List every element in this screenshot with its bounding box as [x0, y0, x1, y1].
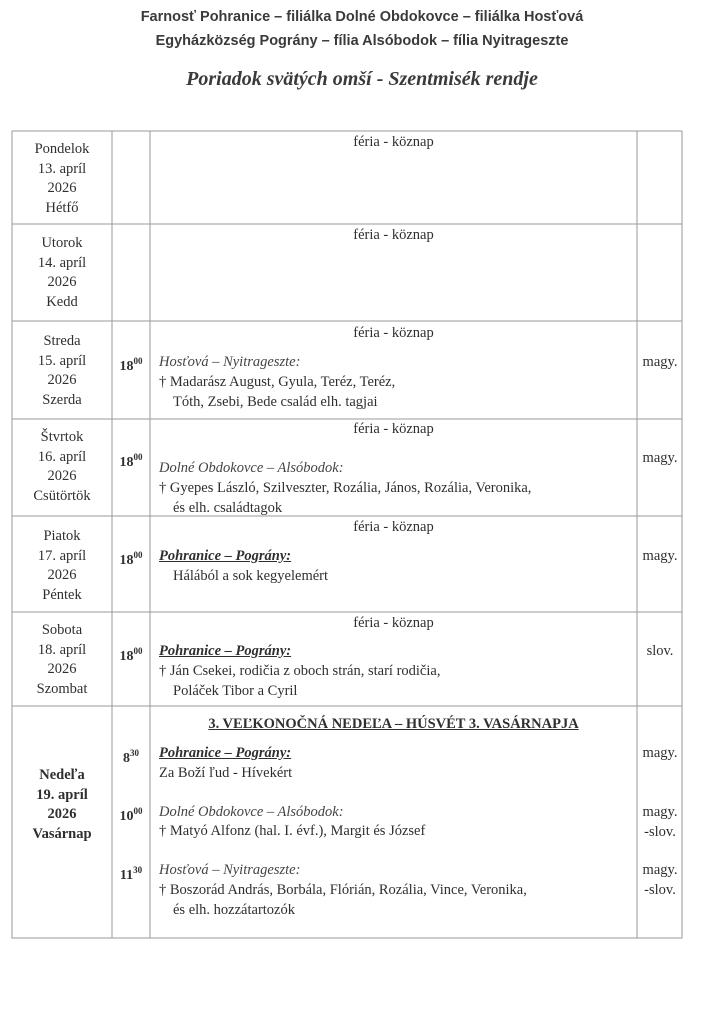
- day-date: 19. apríl: [36, 786, 88, 803]
- intention-line: és elh. hozzátartozók: [173, 901, 295, 918]
- mass-language: magy.: [642, 450, 678, 466]
- mass-intention: [159, 662, 634, 701]
- mass-time-minutes: 00: [133, 452, 143, 462]
- day-cell-tuesday: [12, 234, 112, 312]
- language-line: magy.: [642, 804, 678, 820]
- language-line: -slov.: [644, 823, 676, 840]
- day-year: 2026: [47, 468, 77, 484]
- day-year: 2026: [47, 372, 77, 388]
- day-name: Štvrtok: [40, 429, 84, 445]
- day-name-hu: Szombat: [36, 680, 88, 697]
- day-name: Sobota: [41, 622, 83, 638]
- mass-time: [113, 861, 149, 886]
- mass-time: [113, 642, 149, 667]
- day-cell-saturday: [12, 621, 112, 699]
- intention-line: † Boszorád András, Borbála, Flórián, Rozália, Vince, Veronika,: [159, 882, 527, 898]
- day-name-hu: Péntek: [42, 586, 82, 603]
- day-name: Nedeľa: [39, 767, 85, 783]
- day-year: 2026: [47, 806, 77, 822]
- mass-language: magy.: [642, 548, 678, 564]
- mass-language: magy.: [642, 745, 678, 761]
- feast-label: féria - köznap: [353, 227, 434, 243]
- mass-intention: [159, 373, 634, 412]
- mass-time-hour: 18: [119, 649, 134, 664]
- mass-language: [638, 803, 682, 842]
- mass-time: [113, 546, 149, 571]
- mass-language: slov.: [646, 643, 674, 659]
- day-date: 15. apríl: [37, 352, 87, 369]
- intention-line: † Gyepes László, Szilveszter, Rozália, János, Rozália, Veronika,: [159, 480, 532, 496]
- mass-time-minutes: 30: [133, 865, 143, 875]
- mass-language: [638, 861, 682, 900]
- mass-time-hour: 18: [119, 455, 134, 470]
- mass-time-hour: 10: [119, 809, 134, 824]
- feast-label: féria - köznap: [353, 615, 434, 631]
- day-date: 18. apríl: [37, 641, 87, 658]
- mass-time: [113, 352, 149, 377]
- day-name-hu: Hétfő: [45, 199, 79, 216]
- intention-line: † Madarász August, Gyula, Teréz, Teréz,: [159, 374, 396, 390]
- mass-intention: [159, 567, 634, 587]
- mass-time: [113, 448, 149, 473]
- day-date: 13. apríl: [37, 160, 87, 177]
- mass-time: [113, 744, 149, 769]
- intention-line: † Ján Csekei, rodičia z oboch strán, starí rodičia,: [159, 663, 441, 679]
- mass-location: Hosťová – Nyitrageszte:: [159, 862, 301, 878]
- mass-location: Pohranice – Pográny:: [159, 745, 292, 761]
- feast-label: féria - köznap: [353, 519, 434, 535]
- mass-location: Dolné Obdokovce – Alsóbodok:: [159, 804, 344, 820]
- day-name: Streda: [43, 333, 81, 349]
- feast-label: féria - köznap: [353, 421, 434, 437]
- day-year: 2026: [47, 180, 77, 196]
- language-line: -slov.: [644, 881, 676, 898]
- mass-intention: [159, 479, 634, 518]
- mass-intention: Za Boží ľud - Hívekért: [159, 765, 293, 781]
- day-cell-wednesday: [12, 332, 112, 410]
- day-date: 16. apríl: [37, 448, 87, 465]
- mass-intention: [159, 881, 634, 920]
- day-name-hu: Szerda: [42, 391, 82, 408]
- day-year: 2026: [47, 567, 77, 583]
- sunday-feast-title: 3. VEĽKONOČNÁ NEDEĽA – HÚSVÉT 3. VASÁRNAPJA: [208, 716, 579, 732]
- day-name: Utorok: [41, 235, 83, 251]
- mass-time-minutes: 30: [130, 748, 139, 758]
- day-date: 14. apríl: [37, 254, 87, 271]
- intention-line: és elh. családtagok: [173, 499, 283, 516]
- parish-header-line-1: Farnosť Pohranice – filiálka Dolné Obdokovce – filiálka Hosťová: [140, 9, 584, 25]
- mass-intention: † Matyó Alfonz (hal. I. évf.), Margit és József: [159, 823, 426, 839]
- mass-location: Hosťová – Nyitrageszte:: [159, 354, 301, 370]
- page-title: Poriadok svätých omší - Szentmisék rendje: [186, 68, 538, 90]
- feast-label: féria - köznap: [353, 325, 434, 341]
- intention-line: Hálából a sok kegyelemért: [173, 568, 329, 584]
- mass-time-minutes: 00: [133, 646, 143, 656]
- mass-location: Dolné Obdokovce – Alsóbodok:: [159, 460, 344, 476]
- day-name-hu: Csütörtök: [33, 487, 91, 504]
- mass-time-hour: 8: [123, 751, 130, 766]
- day-year: 2026: [47, 274, 77, 290]
- day-cell-monday: [12, 140, 112, 218]
- day-date: 17. apríl: [37, 547, 87, 564]
- mass-time-hour: 18: [119, 359, 134, 374]
- language-line: magy.: [642, 862, 678, 878]
- day-name: Pondelok: [34, 141, 90, 157]
- day-name: Piatok: [43, 528, 81, 544]
- day-cell-friday: [12, 527, 112, 605]
- intention-line: Poláček Tibor a Cyril: [173, 682, 298, 699]
- mass-time: [113, 802, 149, 827]
- day-name-hu: Vasárnap: [32, 825, 92, 842]
- mass-location: Pohranice – Pográny:: [159, 548, 292, 564]
- mass-time-minutes: 00: [133, 550, 143, 560]
- mass-location: Pohranice – Pográny:: [159, 643, 292, 659]
- day-cell-thursday: [12, 428, 112, 506]
- intention-line: Tóth, Zsebi, Bede család elh. tagjai: [173, 393, 378, 410]
- mass-language: magy.: [642, 354, 678, 370]
- mass-time-hour: 11: [119, 868, 134, 883]
- day-name-hu: Kedd: [46, 293, 78, 310]
- day-cell-sunday: [12, 766, 112, 844]
- mass-time-minutes: 00: [133, 806, 143, 816]
- parish-header-line-2: Egyházközség Pográny – fília Alsóbodok – fília Nyitrageszte: [155, 33, 569, 49]
- mass-time-hour: 18: [119, 553, 134, 568]
- feast-label: féria - köznap: [353, 134, 434, 150]
- mass-time-minutes: 00: [133, 356, 143, 366]
- day-year: 2026: [47, 661, 77, 677]
